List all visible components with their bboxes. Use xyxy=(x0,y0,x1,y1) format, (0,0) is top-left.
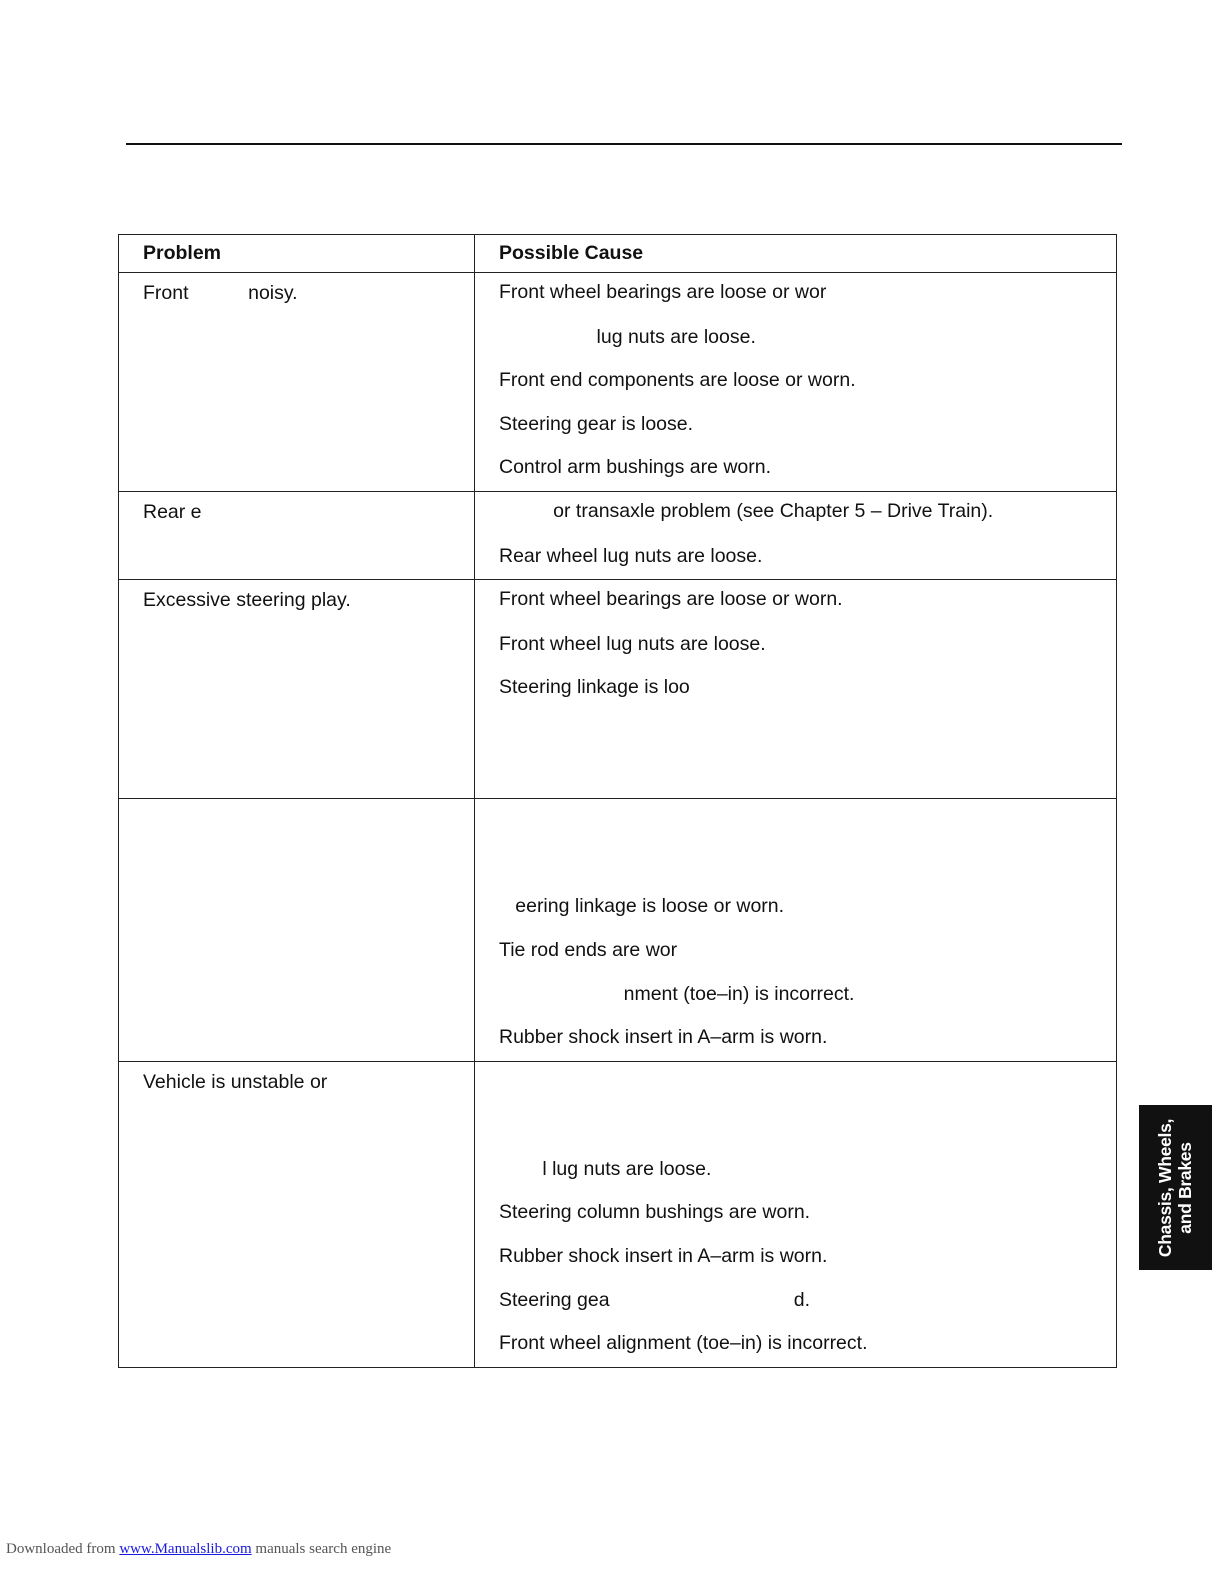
cause-item: nment (toe–in) is incorrect. xyxy=(499,982,855,1005)
problem-text: Vehicle is unstable or xyxy=(143,1070,328,1093)
cause-item: l lug nuts are loose. xyxy=(499,1157,712,1180)
problem-cell xyxy=(119,273,475,492)
table-row xyxy=(119,799,1117,1062)
cause-item xyxy=(499,755,1116,799)
problem-text: Rear e xyxy=(143,500,202,523)
problem-cell xyxy=(119,1061,475,1367)
cause-item: Rear wheel lug nuts are loose. xyxy=(499,544,763,567)
table-row xyxy=(119,273,1117,492)
cause-item: Control arm bushings are worn. xyxy=(499,456,772,479)
section-tab-label xyxy=(1156,1118,1196,1256)
header-problem: Problem xyxy=(119,235,475,273)
table-row xyxy=(119,491,1117,579)
footer-suffix: manuals search engine xyxy=(251,1541,392,1557)
cause-item: Rubber shock insert in A–arm is worn. xyxy=(499,1026,828,1049)
footer-link[interactable]: www.Manualslib.com xyxy=(119,1541,252,1557)
cause-item: Front wheel lug nuts are loose. xyxy=(499,632,766,655)
header-rule xyxy=(126,143,1122,145)
table-row xyxy=(119,1061,1117,1367)
cause-item: or transaxle problem (see Chapter 5 – Drive Train). xyxy=(499,499,994,522)
download-footer xyxy=(6,1541,391,1558)
problem-cell xyxy=(119,799,475,1062)
footer-prefix: Downloaded from xyxy=(6,1541,120,1557)
troubleshooting-table xyxy=(118,234,1117,1368)
cause-cell xyxy=(475,799,1117,1062)
problem-text: Excessive steering play. xyxy=(143,589,351,612)
problem-text xyxy=(143,799,474,831)
problem-text: Front noisy. xyxy=(143,282,298,304)
table-body xyxy=(119,273,1117,1368)
section-tab xyxy=(1139,1105,1212,1270)
cause-item: eering linkage is loose or worn. xyxy=(499,895,785,918)
cause-item: Steering column bushings are worn. xyxy=(499,1201,811,1224)
section-tab-line1: Chassis, Wheels, xyxy=(1155,1118,1176,1257)
cause-item: Tie rod ends are wor xyxy=(499,938,678,961)
table-header-row xyxy=(119,235,1117,273)
cause-item xyxy=(499,843,1116,887)
cause-item xyxy=(499,1105,1116,1149)
problem-cell xyxy=(119,491,475,579)
section-tab-line2: and Brakes xyxy=(1175,1141,1196,1234)
cause-item: Front wheel bearings are loose or worn. xyxy=(499,588,843,611)
header-possible-cause: Possible Cause xyxy=(475,235,1117,273)
cause-cell xyxy=(475,491,1117,579)
cause-cell xyxy=(475,273,1117,492)
cause-item: Front wheel alignment (toe–in) is incorrect. xyxy=(499,1332,868,1355)
cause-item: Steering gear is loose. xyxy=(499,412,694,435)
problem-cell xyxy=(119,580,475,799)
table-row xyxy=(119,580,1117,799)
cause-item: Steering linkage is loo xyxy=(499,676,690,699)
cause-item: Front end components are loose or worn. xyxy=(499,369,856,392)
cause-item xyxy=(499,1062,1116,1106)
cause-item xyxy=(499,711,1116,755)
cause-item: lug nuts are loose. xyxy=(499,325,756,348)
cause-item: Front wheel bearings are loose or wor xyxy=(499,281,827,303)
cause-item: Steering gea d. xyxy=(499,1288,811,1311)
cause-item xyxy=(499,799,1116,843)
cause-cell xyxy=(475,580,1117,799)
cause-item: Rubber shock insert in A–arm is worn. xyxy=(499,1245,828,1268)
cause-cell xyxy=(475,1061,1117,1367)
